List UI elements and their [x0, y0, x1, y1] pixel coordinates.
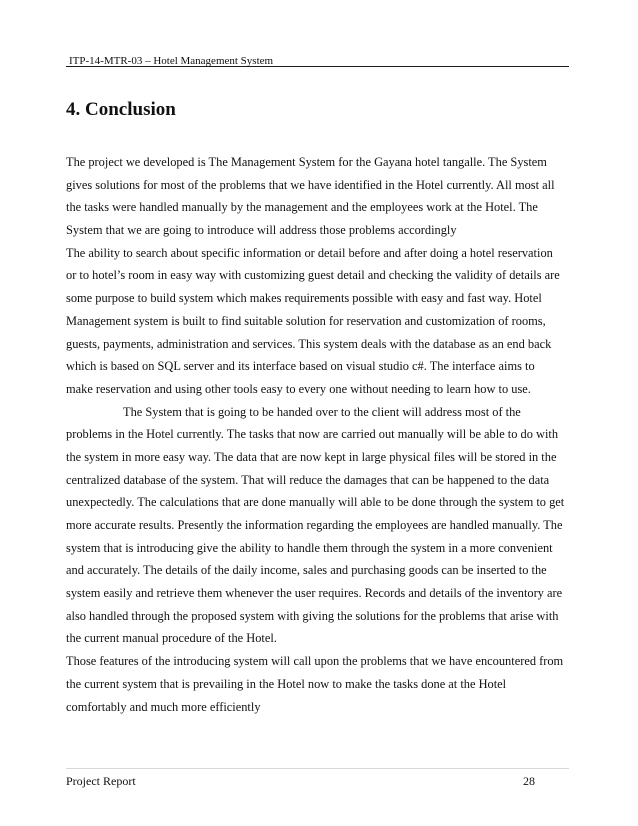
body-line: system easily and retrieve them whenever the user requires. Records and details of the inventory are: [66, 586, 563, 601]
body-line: gives solutions for most of the problems that we have identified in the Hotel currently. All most all: [66, 177, 555, 192]
body-line-indented: The System that is going to be handed over to the client will address most of the: [123, 404, 521, 419]
header-divider: [66, 66, 569, 67]
page-number: 28: [523, 774, 535, 788]
footer-label: Project Report: [66, 774, 136, 788]
body-line: The project we developed is The Management System for the Gayana hotel tangalle. The System: [66, 155, 547, 169]
body-line: the current system that is prevailing in the Hotel now to make the tasks done at the Hotel: [66, 676, 507, 691]
footer-divider: [66, 768, 569, 769]
body-line: problems in the Hotel currently. The tasks that now are carried out manually will be able to do with: [66, 427, 559, 442]
body-line: System that we are going to introduce will address those problems accordingly: [66, 223, 457, 238]
section-heading: 4. Conclusion: [66, 99, 176, 120]
body-line: the current manual procedure of the Hotel.: [66, 631, 277, 646]
body-line: some purpose to build system which makes requirements possible with easy and fast way. Hotel: [66, 291, 542, 306]
body-line: or to hotel’s room in easy way with customizing guest detail and checking the validity of details are: [66, 268, 560, 283]
body-line: the tasks were handled manually by the management and the employees work at the Hotel. The: [66, 200, 538, 215]
body-line: The ability to search about specific information or detail before and after doing a hotel reservation: [66, 245, 553, 260]
body-line: the system in more easy way. The data that are now kept in large physical files will be stored in the: [66, 449, 557, 464]
body-text: [66, 151, 576, 718]
body-line: guests, payments, administration and services. This system deals with the database as an end back: [66, 336, 552, 351]
body-line: Management system is built to find suitable solution for reservation and customization of rooms,: [66, 313, 546, 328]
body-line: also handled through the proposed system with giving the solutions for the problems that arise with: [66, 608, 559, 623]
page-header-title: ITP-14-MTR-03 – Hotel Management System: [69, 55, 274, 67]
body-line: unexpectedly. The calculations that are done manually will able to be done through the system to get: [66, 495, 565, 510]
body-line: comfortably and much more efficiently: [66, 699, 261, 714]
body-line: and accurately. The details of the daily income, sales and purchasing goods can be inserted to the: [66, 563, 547, 578]
body-line: which is based on SQL server and its interface based on visual studio c#. The interface aims to: [66, 359, 535, 374]
body-line: more accurate results. Presently the information regarding the employees are handled manually. The: [66, 518, 563, 532]
body-line: Those features of the introducing system will call upon the problems that we have encountered from: [66, 654, 564, 669]
body-line: system that is introducing give the ability to handle them through the system in a more convenient: [66, 540, 553, 555]
body-line: make reservation and using other tools easy to every one without needing to learn how to use.: [66, 381, 531, 396]
body-line: centralized database of the system. That will reduce the damages that can be happened to the data: [66, 472, 550, 487]
